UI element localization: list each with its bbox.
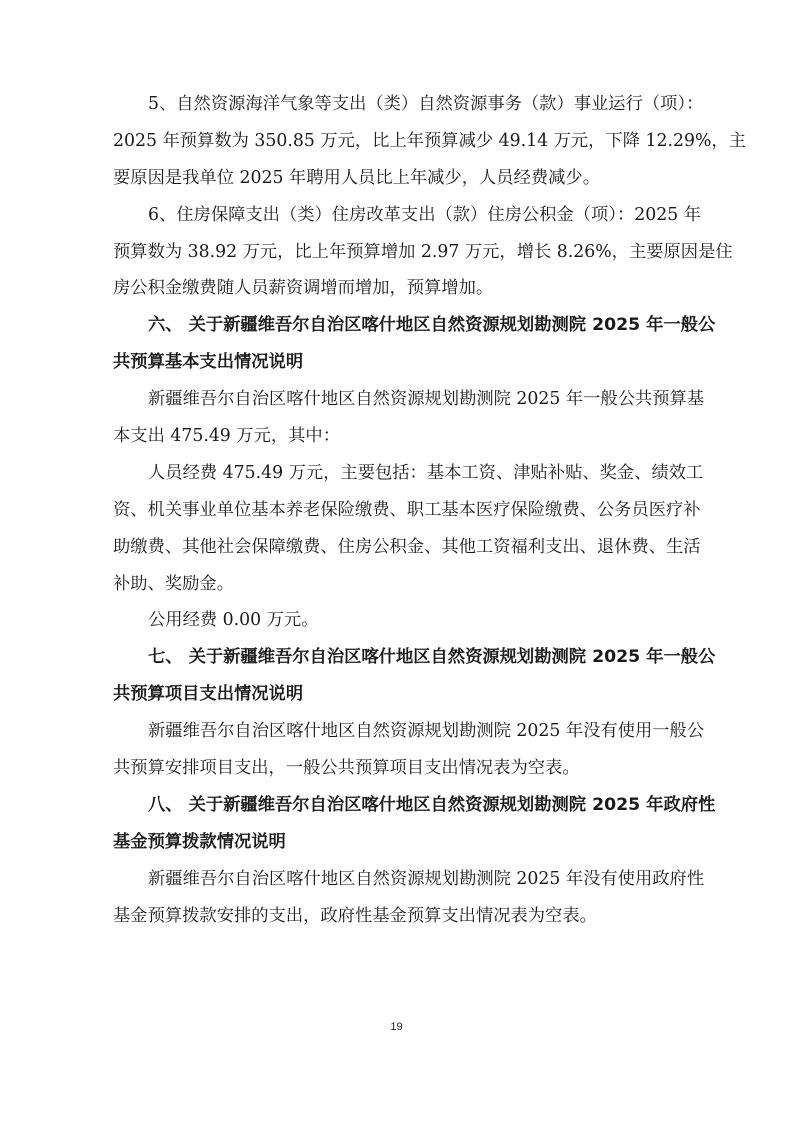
- text-line: 6、住房保障支出（类）住房改革支出（款）住房公积金（项）：2025 年: [148, 204, 701, 225]
- body-paragraph: [113, 713, 713, 787]
- body-paragraph: [113, 602, 713, 639]
- text-line: 新疆维吾尔自治区喀什地区自然资源规划勘测院 2025 年没有使用政府性: [148, 868, 705, 889]
- body-paragraph: [113, 381, 713, 455]
- heading-line: 八、 关于新疆维吾尔自治区喀什地区自然资源规划勘测院 2025 年政府性: [148, 794, 716, 815]
- heading-line: 七、 关于新疆维吾尔自治区喀什地区自然资源规划勘测院 2025 年一般公: [148, 647, 716, 668]
- text-line: 补助、奖励金。: [113, 573, 234, 594]
- heading-line: 共预算基本支出情况说明: [113, 352, 304, 373]
- section-heading: [113, 787, 716, 861]
- text-line: 5、自然资源海洋气象等支出（类）自然资源事务（款）事业运行（项）：: [148, 94, 704, 114]
- body-paragraph: [113, 455, 713, 603]
- text-line: 2025 年预算数为 350.85 万元，比上年预算减少 49.14 万元，下降 12.29%，主: [113, 130, 746, 151]
- heading-line: 共预算项目支出情况说明: [113, 684, 304, 705]
- body-paragraph: [113, 197, 733, 308]
- text-line: 房公积金缴费随人员薪资调增而增加，预算增加。: [113, 278, 494, 299]
- document-body: [113, 86, 746, 934]
- text-line: 基金预算拨款安排的支出，政府性基金预算支出情况表为空表。: [113, 905, 597, 926]
- text-line: 新疆维吾尔自治区喀什地区自然资源规划勘测院 2025 年没有使用一般公: [148, 721, 705, 742]
- heading-line: 基金预算拨款情况说明: [113, 831, 286, 852]
- text-line: 公用经费 0.00 万元。: [148, 610, 319, 631]
- text-line: 要原因是我单位 2025 年聘用人员比上年减少，人员经费减少。: [113, 167, 600, 188]
- text-line: 新疆维吾尔自治区喀什地区自然资源规划勘测院 2025 年一般公共预算基: [148, 389, 705, 410]
- section-heading: [113, 639, 716, 713]
- text-line: 共预算安排项目支出，一般公共预算项目支出情况表为空表。: [113, 758, 580, 779]
- text-line: 资、机关事业单位基本养老保险缴费、职工基本医疗保险缴费、公务员医疗补: [113, 499, 701, 520]
- text-line: 预算数为 38.92 万元，比上年预算增加 2.97 万元，增长 8.26%，主要原因是住: [113, 241, 733, 262]
- text-line: 本支出 475.49 万元，其中：: [113, 426, 340, 447]
- text-line: 人员经费 475.49 万元，主要包括：基本工资、津贴补贴、奖金、绩效工: [148, 462, 704, 483]
- page-number: 19: [390, 1021, 403, 1033]
- body-paragraph: [113, 861, 713, 935]
- body-paragraph: [113, 86, 746, 197]
- heading-line: 六、 关于新疆维吾尔自治区喀什地区自然资源规划勘测院 2025 年一般公: [148, 315, 716, 336]
- text-line: 助缴费、其他社会保障缴费、住房公积金、其他工资福利支出、退休费、生活: [113, 536, 701, 557]
- section-heading: [113, 307, 716, 381]
